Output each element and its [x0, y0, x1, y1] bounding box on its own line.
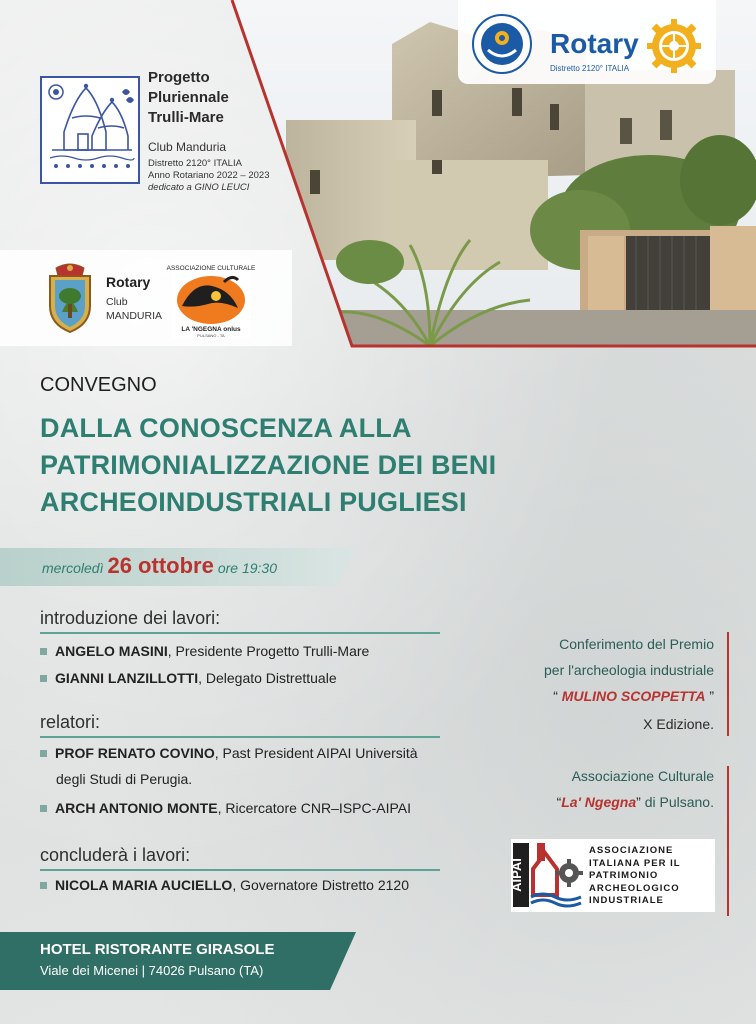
rotary-wheel-icon	[646, 18, 702, 74]
la-ngegna-logo	[166, 260, 256, 338]
award-name: MULINO SCOPPETTA	[561, 688, 706, 704]
speaker-role-continued: degli Studi di Perugia.	[56, 771, 193, 787]
rotary-wordmark: Rotary	[550, 28, 639, 59]
ngegna-place-text: PULSANO - TA	[197, 333, 225, 338]
ngegna-bottom-text: LA 'NGEGNA onlus	[181, 326, 241, 333]
ngegna-top-text: ASSOCIAZIONE CULTURALE	[166, 265, 256, 272]
quote-close: ”	[709, 688, 714, 704]
rotary-header-logos	[458, 0, 716, 84]
speaker-item	[40, 872, 409, 898]
speaker-role: , Past President AIPAI Università	[214, 745, 418, 761]
event-weekday: mercoledì	[42, 560, 104, 576]
project-title-line: Progetto	[148, 69, 210, 86]
speaker-name: NICOLA MARIA AUCIELLO	[55, 877, 233, 893]
bullet-icon	[40, 750, 47, 757]
aipai-line: ARCHEOLOGICO	[589, 882, 680, 894]
rotary-manduria-crest	[42, 262, 98, 334]
organizer-panel	[0, 0, 300, 350]
event-title-line: DALLA CONOSCENZA ALLA	[40, 413, 412, 443]
event-time: ore 19:30	[217, 560, 277, 576]
quote-open: “	[553, 688, 558, 704]
rotary-district: Distretto 2120° ITALIA	[550, 64, 630, 73]
bullet-icon	[40, 805, 47, 812]
speaker-item	[40, 740, 418, 766]
project-title	[148, 68, 288, 128]
premio-line: Conferimento del Premio	[559, 636, 714, 652]
event-title-line: PATRIMONIALIZZAZIONE DEI BENI	[40, 450, 497, 480]
event-date	[42, 553, 277, 579]
aipai-acronym: AIPAI	[509, 858, 524, 892]
aipai-line: ASSOCIAZIONE	[589, 845, 674, 856]
speaker-role: , Ricercatore CNR–ISPC-AIPAI	[217, 800, 412, 816]
bullet-icon	[40, 882, 47, 889]
project-dedication: dedicato a GINO LEUCI	[148, 182, 250, 193]
rotary-futuro-logo	[472, 14, 532, 74]
premio-award	[553, 688, 714, 704]
assoc-name-line: “La' Ngegna” di Pulsano.	[556, 794, 714, 810]
aipai-line: PATRIMONIO	[589, 870, 659, 881]
aipai-logo	[511, 839, 715, 912]
intro-heading: introduzione dei lavori:	[40, 608, 440, 634]
event-day: 26 ottobre	[107, 553, 214, 578]
trulli-mare-logo	[40, 76, 140, 184]
speaker-name: ANGELO MASINI	[55, 643, 168, 659]
venue-name: HOTEL RISTORANTE GIRASOLE	[40, 941, 275, 958]
speaker-item	[40, 638, 369, 664]
speaker-item	[40, 665, 337, 691]
bullet-icon	[40, 648, 47, 655]
speaker-item	[40, 795, 411, 821]
event-type: CONVEGNO	[40, 374, 157, 396]
speaker-name: ARCH ANTONIO MONTE	[55, 800, 218, 816]
project-district: Distretto 2120° ITALIA	[148, 158, 242, 169]
aipai-line: ITALIANA PER IL	[589, 857, 681, 869]
aipai-line: INDUSTRIALE	[589, 895, 664, 906]
venue-address: Viale dei Micenei | 74026 Pulsano (TA)	[40, 963, 264, 978]
premio-edition: X Edizione.	[643, 716, 714, 732]
speaker-role: , Governatore Distretto 2120	[232, 877, 409, 893]
premio-line: per l'archeologia industriale	[544, 662, 714, 678]
project-title-line: Trulli-Mare	[148, 109, 224, 126]
relatori-heading: relatori:	[40, 712, 440, 738]
project-club: Club Manduria	[148, 140, 227, 154]
project-year: Anno Rotariano 2022 – 2023	[148, 170, 270, 181]
assoc-place: di Pulsano.	[640, 794, 714, 810]
speaker-name: PROF RENATO COVINO	[55, 745, 215, 761]
event-title	[40, 410, 700, 521]
club-rotary-name: Rotary	[106, 274, 151, 290]
speaker-name: GIANNI LANZILLOTTI	[55, 670, 199, 686]
right-divider	[727, 766, 729, 916]
assoc-name: La' Ngegna	[561, 794, 637, 810]
bullet-icon	[40, 675, 47, 682]
right-divider	[727, 632, 729, 736]
project-title-line: Pluriennale	[148, 89, 229, 106]
speaker-role: , Presidente Progetto Trulli-Mare	[167, 643, 370, 659]
club-label: Club	[106, 296, 128, 308]
conclude-heading: concluderà i lavori:	[40, 845, 440, 871]
aipai-fullname	[589, 845, 681, 908]
club-city: MANDURIA	[106, 310, 163, 322]
assoc-line: Associazione Culturale	[571, 768, 714, 784]
event-title-line: ARCHEOINDUSTRIALI PUGLIESI	[40, 487, 467, 517]
speaker-role: , Delegato Distrettuale	[198, 670, 337, 686]
